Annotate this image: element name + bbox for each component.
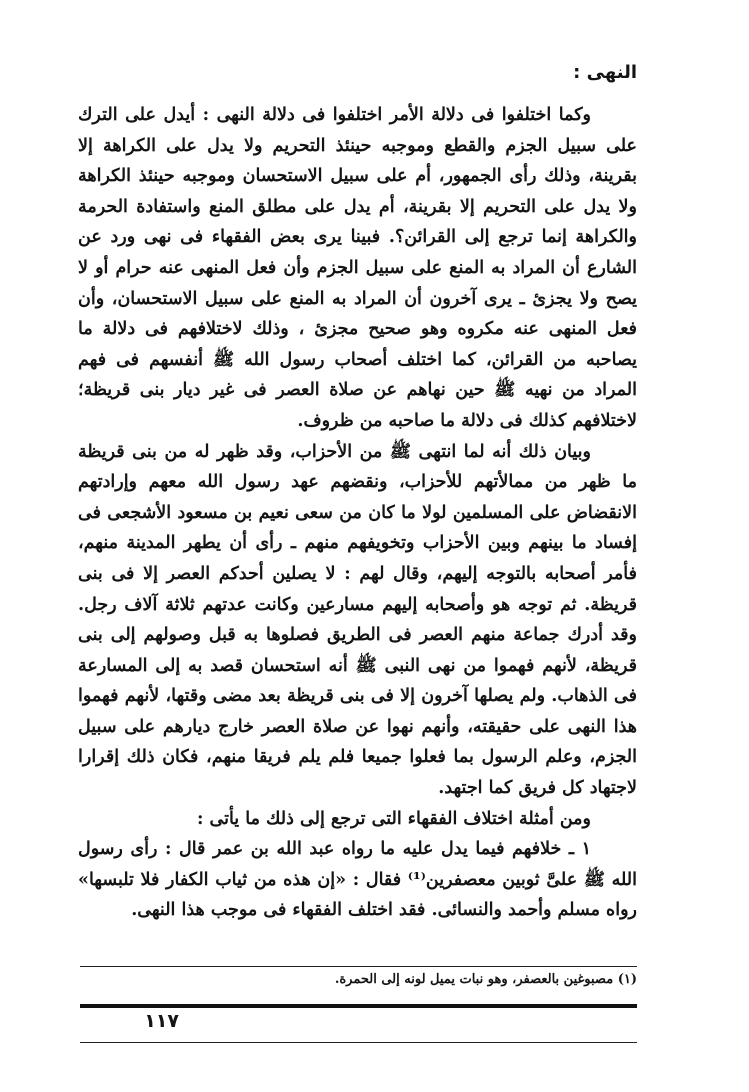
page-bottom-rule <box>80 1042 637 1043</box>
footnote: (١) مصبوغين بالعصفر، وهو نبات يميل لونه إلى الحمرة. <box>334 972 637 987</box>
paragraph-1: وكما اختلفوا فى دلالة الأمر اختلفوا فى دلالة النهى : أيدل على الترك على سبيل الجزم والقطع وموجبه حينئذ التحريم ولا يدل على الكراهة إلا بقرينة، وذلك رأى الجمهور، أم على سبيل الاستحسان وموجبه حينئذ الكراهة ولا يدل على التحريم إلا بقرينة، أم يدل على مطلق المنع واستفادة الحرمة والكراهة إنما ترجع إلى القرائن؟. فبينا يرى بعض الفقهاء فى نهى ورد عن الشارع أن المراد به المنع على سبيل الجزم وأن فعل المنهى عنه حرام أو لا يصح ولا يجزئ ـ يرى آخرون أن المراد به المنع على سبيل الاستحسان، وأن فعل المنهى عنه مكروه وهو صحيح مجزئ ، وذلك لاختلافهم فى دلالة ما يصاحبه من القرائن، كما اختلف أصحاب رسول الله ﷺ أنفسهم فى فهم المراد من نهيه ﷺ حين نهاهم عن صلاة العصر فى غير ديار بنى قريظة؛ لاختلافهم كذلك فى دلالة ما صاحبه من ظروف. <box>78 105 637 431</box>
body-text <box>78 100 637 926</box>
paragraph-2: وبيان ذلك أنه لما انتهى ﷺ من الأحزاب، وقد ظهر له من بنى قريظة ما ظهر من ممالأتهم للأحزاب، ونقضهم عهد رسول الله معهم وإرادتهم الانقضاض على المسلمين لولا ما كان من سعى نعيم بن مسعود الأشجعى فى إفساد ما بينهم وبين الأحزاب وتخويفهم منهم ـ رأى أن يطهر المدينة منهم، فأمر أصحابه بالتوجه إليهم، وقال لهم : لا يصلين أحدكم العصر إلا فى بنى قريظة. ثم توجه هو وأصحابه إليهم مسارعين وكانت عدتهم ثلاثة آلاف رجل. وقد أدرك جماعة منهم العصر فى الطريق فصلوها به قبل وصولهم إلى بنى قريظة، لأنهم فهموا من نهى النبى ﷺ أنه استحسان قصد به إلى المسارعة فى الذهاب. ولم يصلها آخرون إلا فى بنى قريظة بعد مضى وقتها، لأنهم فهموا هذا النهى على حقيقته، وأنهم نهوا عن صلاة العصر خارج ديارهم على سبيل الجزم، وعلم الرسول بما فعلوا جميعا فلم يلم فريقا منهم، فكان ذلك إقرارا لاجتهاد كل فريق كما اجتهد. <box>78 441 637 799</box>
page-footer-rule <box>80 1004 637 1008</box>
page-number: ١١٧ <box>144 1010 179 1032</box>
section-title: النهى : <box>573 62 637 83</box>
footnote-divider <box>80 966 637 967</box>
paragraph-3: ومن أمثلة اختلاف الفقهاء التى ترجع إلى ذلك ما يأتى : <box>196 808 591 829</box>
paragraph-4: ١ ـ خلافهم فيما يدل عليه ما رواه عبد الله بن عمر قال : رأى رسول الله ﷺ علىَّ ثوبين معصفرين⁽¹⁾ فقال : «إن هذه من ثياب الكفار فلا تلبسها» رواه مسلم وأحمد والنسائى. فقد اختلف الفقهاء فى موجب هذا النهى. <box>78 839 637 921</box>
